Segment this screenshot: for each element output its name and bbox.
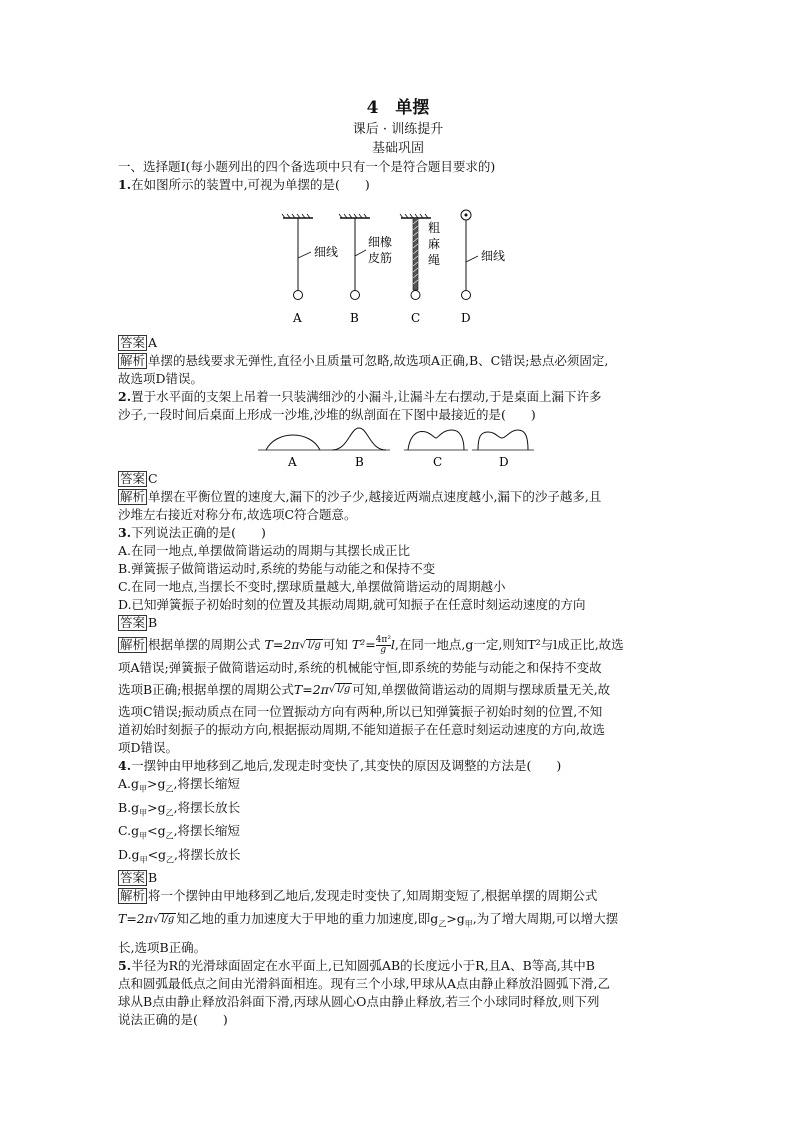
option-c: C.在同一地点,当摆长不变时,摆球质量越大,单摆做简谐运动的周期越小 bbox=[118, 579, 506, 594]
analysis-tag: 解析 bbox=[120, 888, 146, 903]
sqrt-radicand: l/g bbox=[161, 913, 175, 925]
question-2-cont: 沙子,一段时间后桌面上形成一沙堆,沙堆的纵剖面在下图中最接近的是( ) bbox=[118, 407, 536, 422]
analysis-1 bbox=[118, 352, 678, 370]
fraction-numerator: 4π² bbox=[375, 635, 391, 645]
analysis-3-line6: 项D错误。 bbox=[118, 740, 179, 755]
option-d: D.已知弹簧振子初始时刻的位置及其振动周期,就可知振子在任意时刻运动速度的方向 bbox=[118, 597, 586, 612]
question-stem: 在如图所示的装置中,可视为单摆的是( ) bbox=[131, 177, 370, 192]
option-text: C.g bbox=[118, 823, 140, 838]
analysis-text: 将一个摆钟由甲地移到乙地后,发现走时变快了,知周期变短了,根据单摆的周期公式 bbox=[148, 888, 598, 903]
option-text: D.g bbox=[118, 846, 140, 862]
pendulum-figure bbox=[118, 194, 678, 334]
answer-2 bbox=[118, 470, 678, 488]
question-5 bbox=[118, 957, 678, 975]
period-formula: T=2π bbox=[118, 911, 153, 926]
option-c bbox=[118, 822, 678, 846]
label-rope-1: 粗 bbox=[428, 221, 441, 235]
answer-3 bbox=[118, 614, 678, 632]
question-3 bbox=[118, 524, 678, 542]
option-a bbox=[118, 775, 678, 799]
option-text: ,将摆长放长 bbox=[174, 846, 241, 862]
label-thin-string-a: 细线 bbox=[314, 245, 339, 259]
analysis-tag: 解析 bbox=[120, 353, 146, 368]
option-text: <g bbox=[147, 823, 166, 838]
option-text: >g bbox=[147, 776, 166, 791]
answer-value: B bbox=[148, 615, 158, 630]
fraction-denominator: g bbox=[380, 645, 387, 655]
subscript: 甲 bbox=[464, 919, 473, 929]
analysis-text: ,在同一地点,g一定,则知T²与l成正比,故选 bbox=[394, 637, 624, 652]
question-stem: 半径为R的光滑球面固定在水平面上,已知圆弧AB的长度远小于R,且A、B等高,其中B bbox=[131, 957, 595, 973]
analysis-3-line3 bbox=[118, 677, 678, 704]
analysis-2 bbox=[118, 488, 678, 506]
question-number: 3. bbox=[118, 525, 132, 540]
sqrt-term: √ l/g bbox=[152, 913, 175, 925]
subscript: 乙 bbox=[165, 808, 174, 817]
option-text: <g bbox=[147, 846, 167, 862]
subscript: 甲 bbox=[139, 855, 148, 864]
question-2 bbox=[118, 388, 678, 406]
question-5-line3: 球从B点由静止释放沿斜面下滑,丙球从圆心O点由静止释放,若三个小球同时释放,则下列 bbox=[118, 993, 600, 1009]
sqrt-radicand: l/g bbox=[307, 639, 321, 651]
sand-pile-figure bbox=[118, 424, 678, 470]
analysis-3-line2: 项A错误;弹簧振子做简谐运动时,系统的机械能守恒,即系统的势能与动能之和保持不变故 bbox=[118, 659, 602, 675]
option-b-label: B bbox=[355, 455, 364, 469]
question-stem: 置于水平面的支架上吊着一只装满细沙的小漏斗,让漏斗左右摆动,于是桌面上漏下许多 bbox=[131, 389, 602, 404]
subscript: 乙 bbox=[166, 855, 175, 864]
analysis-3-line4: 选项C错误;振动质点在同一位置振动方向有两种,所以已知弹簧振子初始时刻的位置,不知 bbox=[118, 704, 603, 719]
subscript: 乙 bbox=[438, 919, 447, 929]
analysis-text: 可知,单摆做简谐运动的周期与摆球质量无关,故 bbox=[352, 681, 611, 697]
sand-pile-c bbox=[404, 430, 468, 469]
sand-pile-diagram bbox=[118, 424, 678, 470]
analysis-1-cont: 故选项D错误。 bbox=[118, 371, 204, 386]
analysis-text: 单摆的悬线要求无弹性,直径小且质量可忽略,故选项A正确,B、C错误;悬点必须固定, bbox=[148, 353, 609, 368]
analysis-3-line5: 道初始时刻振子的振动方向,根据振动周期,不能知道振子在任意时刻运动速度的方向,故选 bbox=[118, 722, 605, 737]
sand-pile-b bbox=[328, 428, 390, 469]
option-text: ,将摆长缩短 bbox=[173, 776, 240, 791]
subtitle-practice: 课后 · 训练提升 bbox=[352, 122, 444, 137]
pendulum-diagram bbox=[118, 194, 678, 334]
sqrt-term: √ l/g bbox=[299, 639, 321, 651]
subtitle-basic: 基础巩固 bbox=[371, 141, 424, 156]
pendulum-d bbox=[461, 210, 505, 325]
sqrt-term: √ l/g bbox=[328, 684, 351, 695]
option-b: B.弹簧振子做简谐运动时,系统的势能与动能之和保持不变 bbox=[118, 561, 436, 576]
document-page bbox=[118, 96, 678, 1029]
question-number: 2. bbox=[118, 389, 132, 404]
label-rope-2: 麻 bbox=[428, 237, 441, 251]
question-stem: 下列说法正确的是( ) bbox=[131, 525, 266, 540]
period-formula: T=2π bbox=[264, 637, 300, 652]
subscript: 乙 bbox=[165, 831, 174, 841]
question-1 bbox=[118, 176, 678, 194]
question-5-line4: 说法正确的是( ) bbox=[118, 1011, 228, 1027]
answer-1 bbox=[118, 334, 678, 352]
pendulum-c bbox=[400, 214, 440, 325]
fraction bbox=[376, 636, 391, 655]
analysis-2-cont: 沙堆左右接近对称分布,故选项C符合题意。 bbox=[118, 507, 357, 522]
analysis-text: 根据单摆的周期公式 bbox=[148, 637, 261, 652]
question-number: 4. bbox=[118, 758, 132, 773]
answer-value: B bbox=[148, 870, 158, 885]
subscript: 甲 bbox=[139, 831, 148, 841]
label-thin-string-d: 细线 bbox=[481, 249, 506, 263]
sand-pile-a bbox=[258, 435, 328, 469]
analysis-tag: 解析 bbox=[120, 637, 146, 652]
option-text: B.g bbox=[118, 799, 140, 815]
analysis-4 bbox=[118, 887, 678, 905]
sand-pile-d bbox=[472, 430, 534, 469]
subscript: 甲 bbox=[139, 808, 148, 817]
analysis-text: 知乙地的重力加速度大于甲地的重力加速度,即g bbox=[176, 911, 439, 926]
analysis-3 bbox=[118, 632, 678, 659]
pendulum-b bbox=[339, 214, 392, 325]
option-b bbox=[118, 799, 678, 823]
option-text: A.g bbox=[118, 776, 140, 791]
option-text: ,将摆长缩短 bbox=[173, 823, 241, 838]
analysis-text: >g bbox=[446, 911, 465, 926]
label-rubber-band-2: 皮筋 bbox=[368, 251, 393, 265]
question-4 bbox=[118, 757, 678, 775]
answer-tag: 答案 bbox=[120, 471, 146, 486]
subscript: 乙 bbox=[165, 784, 174, 794]
option-b-label: B bbox=[350, 311, 359, 325]
analysis-text: 可知 bbox=[322, 637, 348, 652]
analysis-text: ,为了增大周期,可以增大摆 bbox=[472, 911, 619, 926]
label-rope-3: 绳 bbox=[428, 253, 441, 267]
answer-4 bbox=[118, 869, 678, 887]
option-text: >g bbox=[147, 799, 166, 815]
answer-value: A bbox=[148, 335, 158, 350]
option-text: ,将摆长放长 bbox=[173, 799, 241, 815]
length-symbol: l bbox=[390, 637, 395, 652]
answer-tag: 答案 bbox=[120, 870, 146, 885]
answer-value: C bbox=[148, 471, 158, 486]
section-heading: 一、选择题Ⅰ(每小题列出的四个备选项中只有一个是符合题目要求的) bbox=[118, 159, 496, 174]
option-c-label: C bbox=[433, 455, 443, 469]
t-squared: T²= bbox=[351, 637, 376, 652]
answer-tag: 答案 bbox=[120, 615, 146, 630]
option-c-label: C bbox=[411, 311, 421, 325]
question-number: 5. bbox=[118, 957, 132, 973]
question-5-line2: 点和圆弧最低点之间由光滑斜面相连。现有三个小球,甲球从A点由静止释放沿圆弧下滑,乙 bbox=[118, 975, 610, 991]
page-title: 4 单摆 bbox=[366, 98, 430, 118]
analysis-4-line3: 长,选项B正确。 bbox=[118, 939, 207, 955]
option-a: A.在同一地点,单摆做简谐运动的周期与其摆长成正比 bbox=[118, 543, 410, 558]
option-d-label: D bbox=[461, 311, 471, 325]
sqrt-radicand: l/g bbox=[337, 684, 351, 695]
option-a-label: A bbox=[288, 455, 297, 469]
question-stem: 一摆钟由甲地移到乙地后,发现走时变快了,其变快的原因及调整的方法是( ) bbox=[131, 758, 562, 773]
label-rubber-band-1: 细橡 bbox=[368, 235, 393, 249]
analysis-text: 选项B正确;根据单摆的周期公式 bbox=[118, 681, 294, 697]
analysis-4-line2 bbox=[118, 905, 678, 939]
option-a-label: A bbox=[293, 311, 302, 325]
subscript: 甲 bbox=[139, 784, 148, 794]
analysis-text: 单摆在平衡位置的速度大,漏下的沙子少,越接近两端点速度越小,漏下的沙子越多,且 bbox=[148, 489, 602, 504]
analysis-tag: 解析 bbox=[120, 489, 146, 504]
option-d-label: D bbox=[499, 455, 509, 469]
option-d bbox=[118, 846, 678, 870]
answer-tag: 答案 bbox=[120, 335, 146, 350]
question-number: 1. bbox=[118, 177, 132, 192]
period-formula: T=2π bbox=[293, 681, 329, 697]
pendulum-a bbox=[282, 214, 338, 325]
